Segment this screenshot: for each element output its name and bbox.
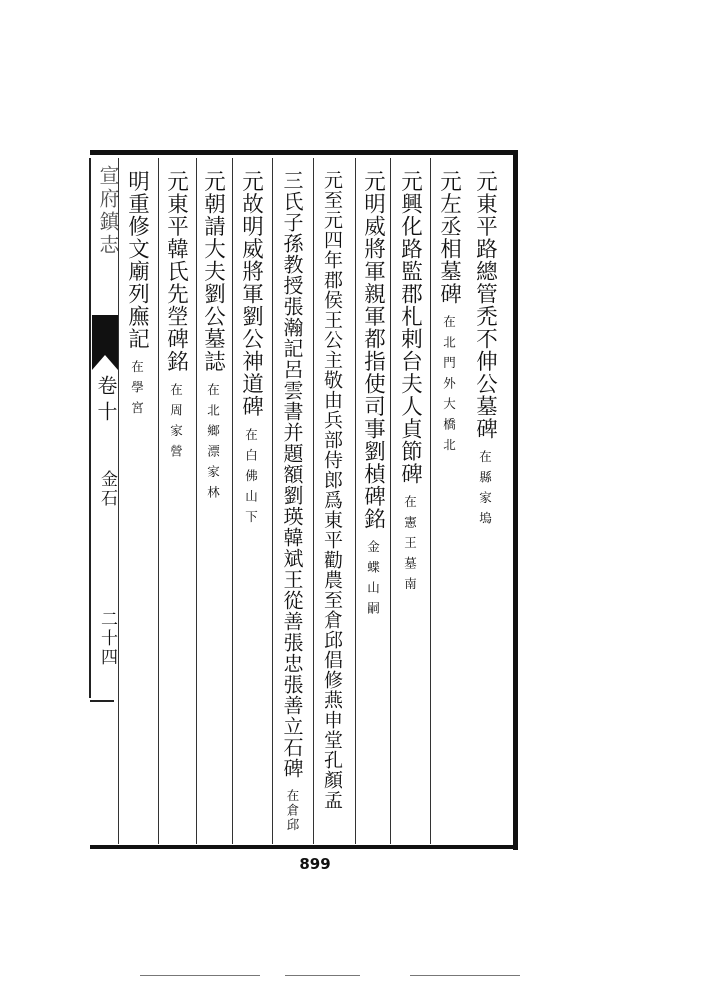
- inscription-column-9: [165, 170, 187, 465]
- column-rule: [430, 158, 431, 844]
- location-note: 在倉邱: [285, 789, 300, 833]
- frame-bottom-border: [90, 845, 518, 849]
- inscription-column-1: [474, 170, 496, 532]
- inscription-title: 元東平路總管禿不伸公墓碑: [472, 170, 498, 440]
- location-note: 在北門外大橋北: [441, 315, 457, 459]
- inscription-column-4: [362, 170, 384, 622]
- inscription-column-6: [282, 170, 302, 833]
- inscription-title: 三氏子孫教授張瀚記呂雲書并題額劉瑛韓斌王從善張忠張善立石碑: [280, 170, 304, 779]
- inscription-title: 明重修文廟列廡記: [124, 170, 150, 350]
- location-note: 在北鄉漂家林: [205, 382, 221, 506]
- column-rule: [272, 158, 273, 844]
- location-note: 在憲王墓南: [402, 495, 418, 598]
- inscription-title: 元至元四年郡侯王公主敬由兵部侍郎爲東平勸農至倉邱倡修燕申堂孔顏孟: [321, 170, 343, 810]
- fishtail-mark-icon: [90, 315, 120, 370]
- inscription-title: 元左丞相墓碑: [436, 170, 462, 305]
- location-note: 在學宮: [129, 360, 145, 422]
- scan-artifact: [140, 975, 260, 976]
- inscription-title: 元朝請大夫劉公墓誌: [200, 170, 226, 373]
- margin-book-title: [86, 165, 118, 257]
- inscription-column-8: [202, 170, 224, 506]
- inscription-title: 元明威將軍親軍都指使司事劉楨碑銘: [360, 170, 386, 530]
- section-label: 金石: [97, 470, 117, 508]
- location-note: 在白佛山下: [243, 427, 259, 530]
- folio-divider: [90, 700, 114, 702]
- inscription-title: 元東平韓氏先塋碑銘: [163, 170, 189, 373]
- location-note: 在縣家塢: [477, 450, 493, 532]
- location-note: 在周家營: [168, 382, 184, 465]
- inscription-column-10: [126, 170, 148, 422]
- column-rule: [158, 158, 159, 844]
- column-rule: [355, 158, 356, 844]
- scan-artifact: [285, 975, 360, 976]
- chinese-page-number: 二十四: [97, 610, 117, 667]
- inscription-title: 元故明威將軍劉公神道碑: [238, 170, 264, 418]
- volume-marker: 卷十: [94, 375, 118, 427]
- frame-top-border: [90, 150, 518, 155]
- inscription-column-7: [240, 170, 262, 530]
- inscription-column-2: [438, 170, 460, 459]
- printed-page-number: 899: [299, 855, 331, 873]
- inscription-column-3: [399, 170, 421, 598]
- column-rule: [390, 158, 391, 844]
- book-title: 宣府鎮志: [96, 165, 120, 257]
- inscription-column-5: [322, 170, 341, 810]
- frame-right-border: [513, 150, 518, 850]
- column-rule: [196, 158, 197, 844]
- scan-artifact: [410, 975, 520, 976]
- inscription-title: 元興化路監郡札剌台夫人貞節碑: [397, 170, 423, 485]
- location-note: 金蝶山嗣: [365, 540, 381, 622]
- column-rule: [313, 158, 314, 844]
- column-rule: [232, 158, 233, 844]
